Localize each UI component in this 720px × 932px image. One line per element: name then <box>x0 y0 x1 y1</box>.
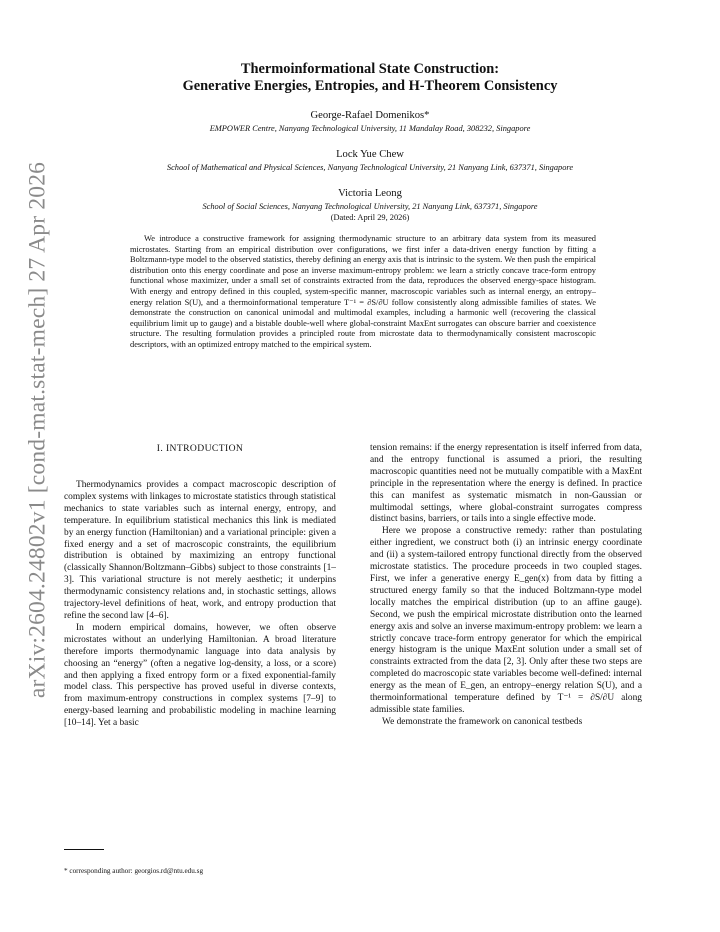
body-paragraph: tension remains: if the energy representation is itself inferred from data, and the entropy functional is assumed a priori, the resulting macroscopic quantities need not be mutually compatible with a MaxEnt principle in the representation where the energy is defined. In practice this can manifest as systematic mismatch in non-Gaussian or multimodal settings, where global-constraint surrogates compress distinct basins, barriers, or tails into a single effective mode. <box>370 443 642 525</box>
paper-title-line-2: Generative Energies, Entropies, and H-Theorem Consistency <box>182 78 558 94</box>
author-affiliation: School of Social Sciences, Nanyang Technological University, 21 Nanyang Link, 637371, Singapore <box>202 202 538 211</box>
paper-title-line-1: Thermoinformational State Construction: <box>240 61 500 77</box>
author-affiliation: School of Mathematical and Physical Sciences, Nanyang Technological University, 21 Nanyang Link, 637371, Singapore <box>166 163 574 172</box>
author-name: George-Rafael Domenikos* <box>310 110 430 121</box>
author-affiliation: EMPOWER Centre, Nanyang Technological University, 11 Mandalay Road, 308232, Singapore <box>209 124 531 133</box>
body-paragraph: In modern empirical domains, however, we often observe microstates without an underlying Hamiltonian. A broad literature therefore imports thermodynamic language into data analysis by choosing an “energy” (often a negative log-density, a loss, or a score) and then applying a fixed entropy form or a fixed exponential-family model class. This perspective has proved useful in diverse contexts, from maximum-entropy constructions in complex systems [7–9] to energy-based learning and probabilistic modeling in machine learning [10–14]. Yet a basic <box>64 622 336 729</box>
body-paragraph: We demonstrate the framework on canonical testbeds <box>382 716 583 727</box>
arxiv-stamp <box>18 161 58 699</box>
section-heading: I. INTRODUCTION <box>156 443 244 454</box>
footnote: * corresponding author: georgios.rd@ntu.edu.sg <box>64 867 204 875</box>
body-paragraph: Thermodynamics provides a compact macroscopic description of complex systems with linkages to microstate statistics through statistical mechanics to state variables such as internal energy, entropy, and temperature. In equilibrium statistical mechanics this link is mediated by an energy function (Hamiltonian) and a variational principle: given a fixed energy and a set of macroscopic constraints, the equilibrium distribution is obtained by maximizing an entropy functional (classically Shannon/Boltzmann–Gibbs) subject to those constraints [1–3]. This variational structure is not merely aesthetic; it underpins thermodynamic consistency relations and, in stochastic settings, allows trajectory-level definitions of heat, work, and entropy production that refine the second law [4–6]. <box>64 480 336 621</box>
author-name: Victoria Leong <box>338 188 402 199</box>
arxiv-stamp-text: arXiv:2604.24802v1 [cond-mat.stat-mech] 27 Apr 2026 <box>24 161 51 699</box>
body-paragraph: Here we propose a constructive remedy: rather than postulating either ingredient, we construct both (i) an intrinsic energy coordinate and (ii) a system-tailored entropy functional directly from the observed microstate statistics. The procedure proceeds in two coupled stages. First, we infer a generative energy E_gen(x) from data by fitting a structured energy family so that the induced Boltzmann-type model locally matches the empirical distribution (up to an affine gauge). Second, we push the empirical microstate distribution onto the learned energy axis and solve an inverse maximum-entropy problem: we learn a strictly concave trace-form entropy generator for which the empirical energy histogram is the unique MaxEnt solution under a small set of constraints extracted from the data [2, 3]. Only after these two steps are completed do macroscopic state variables become well-defined: internal energy as the mean of E_gen, an entropy–energy relation S(U), and a thermoinformational temperature defined by T⁻¹ = ∂S/∂U along admissible state families. <box>370 526 642 715</box>
footnote-rule <box>64 849 104 850</box>
author-name: Lock Yue Chew <box>336 149 404 160</box>
body-column-left <box>64 480 336 730</box>
body-column-right <box>370 443 642 729</box>
abstract: We introduce a constructive framework for assigning thermodynamic structure to an arbitrary data system from its measured microstates. Starting from an empirical distribution over configurations, we first infer a data-driven energy function by fitting a Boltzmann-type model to the observed statistics, thereby defining an energy axis that is intrinsic to the system. We then push the empirical distribution onto this energy coordinate and pose an inverse maximum-entropy problem: we learn a strictly concave trace-form entropy functional whose maximizer, under a small set of constraints extracted from the data, reproduces the observed energy-space histogram. With energy and entropy defined in this coupled, system-specific manner, macroscopic variables such as internal energy, an entropy–energy relation S(U), and a thermoinformational temperature T⁻¹ = ∂S/∂U follow consistently along admissible families of states. We demonstrate the construction on canonical unimodal and multimodal examples, including a harmonic well (recovering the classical equilibrium limit up to gauge) and a bistable double-well where global-constraint MaxEnt surrogates can obscure barrier and coexistence structure. The resulting formulation provides a principled route from microstate data to thermodynamically consistent macroscopic descriptors, with an optimized entropy matched to the empirical system. <box>130 234 596 349</box>
dated-line: (Dated: April 29, 2026) <box>330 213 410 222</box>
